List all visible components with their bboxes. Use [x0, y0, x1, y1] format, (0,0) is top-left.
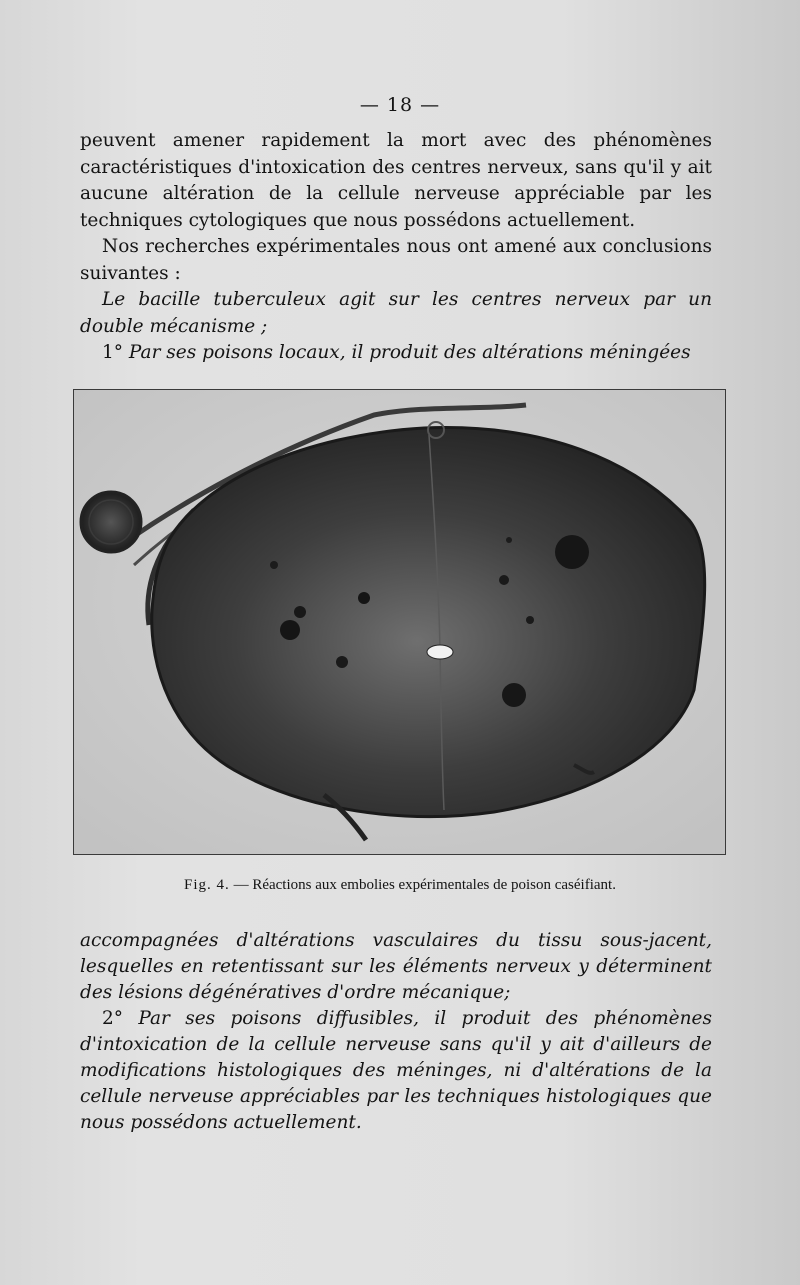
paragraph-5: accompagnées d'altérations vasculaires du tissu sous-jacent, lesquelles en retentissant sur les éléments nerveux y déterminent des lésions dégénératives d'ordre mécanique;: [80, 930, 712, 1003]
page-number: — 18 —: [359, 94, 441, 116]
item-2-text: Par ses poisons diffusibles, il produit des phénomènes d'intoxication de la cellule nerveuse sans qu'il y ait d'ailleurs de modifications histologiques des méninges, ni d'altérations de la cellule nerveuse appréciables par les techniques histologiques que nous possédons actuellement.: [80, 1008, 712, 1133]
paragraph-2: Nos recherches expérimentales nous ont amené aux conclusions suivantes :: [80, 236, 712, 284]
paragraph-3: Le bacille tuberculeux agit sur les centres nerveux par un double mécanisme ;: [80, 289, 712, 337]
item-number-2: 2°: [102, 1008, 124, 1029]
paragraph-1: peuvent amener rapidement la mort avec des phénomènes caractéristiques d'intoxication des centres nerveux, sans qu'il y ait aucune altération de la cellule nerveuse appréciable par les techniques cytologiques que nous possédons actuellement.: [80, 130, 712, 231]
item-1-text: Par ses poisons locaux, il produit des altérations méningées: [128, 342, 691, 363]
figure-micrograph: [73, 389, 726, 855]
spinal-cord-section-image: [74, 390, 725, 854]
lower-text-block: [80, 928, 712, 1136]
figure-label: Fig. 4.: [184, 877, 230, 893]
paragraph-6: [80, 1006, 712, 1136]
item-number-1: 1°: [102, 342, 124, 363]
upper-text-block: [80, 128, 712, 367]
figure-caption-text: — Réactions aux embolies expérimentales de poison caséifiant.: [233, 877, 616, 893]
paragraph-4: [80, 340, 712, 367]
figure-caption: [0, 877, 800, 894]
